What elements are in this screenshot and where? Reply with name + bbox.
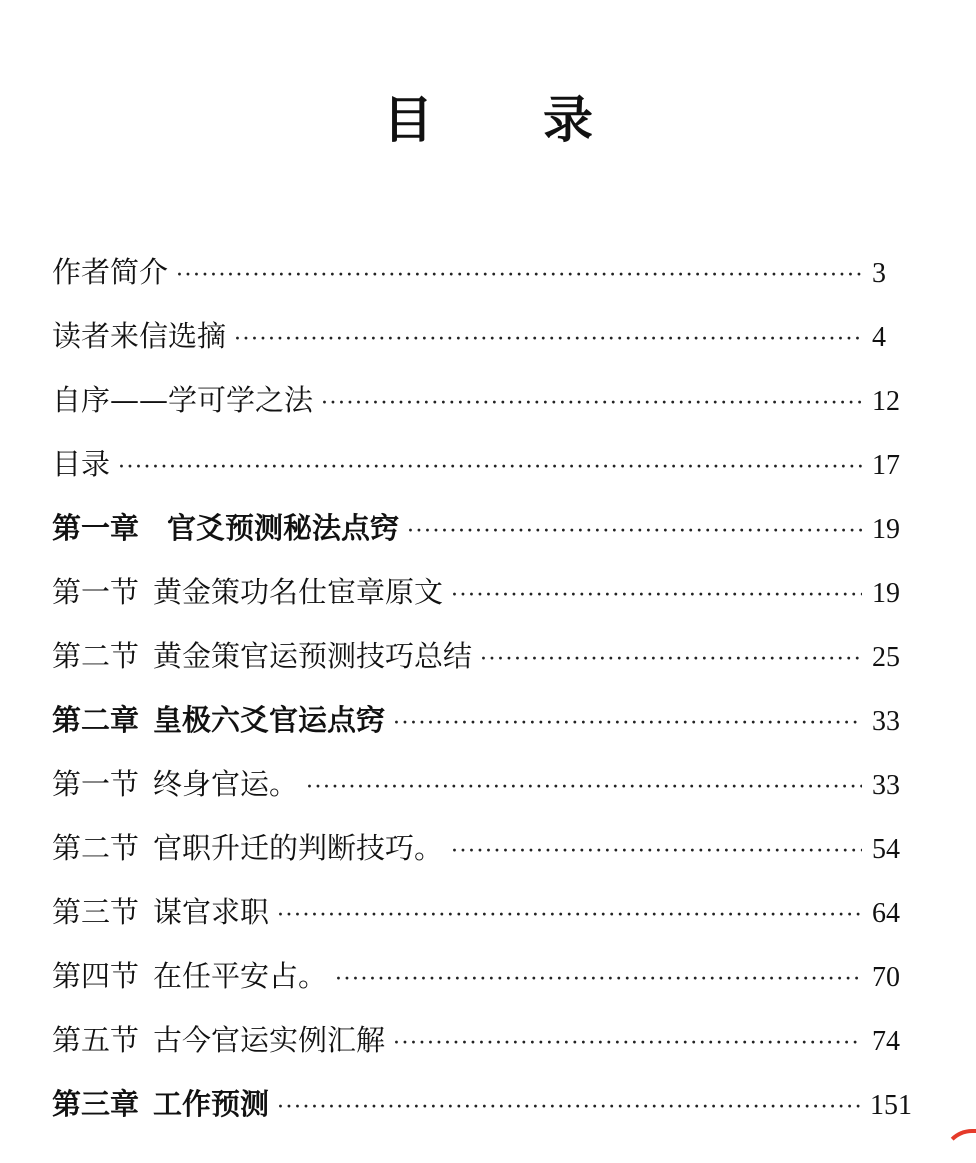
toc-page-number: 4 [872,322,886,353]
toc-entry-label [52,762,298,803]
toc-section-entry [52,762,912,826]
toc-page-number: 19 [872,578,900,609]
dot-leader [277,1095,860,1120]
toc-entry-text: 黄金策功名仕宦章原文 [153,575,444,609]
toc-entry-label [52,890,269,931]
page-title [0,80,976,152]
toc-page-number: 33 [872,706,900,737]
toc-page-number: 74 [872,1026,900,1057]
toc-page-number: 19 [872,514,900,545]
toc-page-number: 25 [872,642,900,673]
toc-page-number: 54 [872,834,900,865]
toc-page-number: 17 [872,450,900,481]
toc-section-entry [52,890,912,954]
toc-entry-prefix: 第一节 [52,575,140,609]
toc-entry-text: 官职升迁的判断技巧。 [153,831,444,865]
title-char-2: 录 [543,90,593,149]
toc-section-entry [52,570,912,634]
toc-entry [52,378,912,442]
toc-entry-text: 自序——学可学之法 [52,383,314,417]
toc-entry-label [52,1082,269,1123]
toc-entry-prefix: 第一节 [52,767,140,801]
toc-chapter-entry [52,698,912,762]
scan-corner-mark [942,1129,976,1163]
toc-entry-text: 古今官运实例汇解 [153,1023,386,1057]
toc-entry-text: 皇极六爻官运点窍 [153,703,386,737]
toc-entry-prefix: 第三章 [52,1087,140,1121]
toc-entry-text: 谋官求职 [153,895,270,929]
toc-entry-label [52,634,472,675]
toc-entry-label [52,250,168,291]
toc-entry-text: 工作预测 [153,1087,270,1121]
toc-page-number: 151 [870,1090,912,1121]
toc-entry-prefix: 第二章 [52,703,140,737]
toc-entry-label [52,506,399,547]
dot-leader [234,327,862,352]
dot-leader [393,1031,862,1056]
dot-leader [306,775,862,800]
toc-entry-label [52,1018,385,1059]
toc-page-number: 3 [872,258,886,289]
toc-entry-text: 作者简介 [52,255,169,289]
toc-entry-label [52,698,385,739]
table-of-contents [52,250,912,1146]
toc-page-number: 33 [872,770,900,801]
toc-entry-label [52,570,443,611]
toc-entry-text: 在任平安占。 [153,959,328,993]
toc-entry-label [52,442,110,483]
toc-entry [52,314,912,378]
toc-entry-text: 终身官运。 [153,767,299,801]
toc-chapter-entry [52,1082,912,1146]
dot-leader [277,903,862,928]
toc-section-entry [52,1018,912,1082]
toc-entry-text: 读者来信选摘 [52,319,227,353]
toc-entry [52,442,912,506]
toc-chapter-entry [52,506,912,570]
toc-entry-prefix: 第三节 [52,895,140,929]
toc-page-number: 12 [872,386,900,417]
dot-leader [118,455,862,480]
dot-leader [176,263,862,288]
toc-entry-text: 官爻预测秘法点窍 [167,511,400,545]
toc-entry-label [52,314,226,355]
dot-leader [321,391,862,416]
toc-page-number: 70 [872,962,900,993]
toc-entry-text: 黄金策官运预测技巧总结 [153,639,473,673]
toc-entry-label [52,378,313,419]
dot-leader [407,519,862,544]
dot-leader [335,967,862,992]
dot-leader [393,711,862,736]
toc-entry-label [52,954,327,995]
toc-entry [52,250,912,314]
toc-entry-prefix: 第五节 [52,1023,140,1057]
dot-leader [480,647,862,672]
toc-entry-prefix: 第二节 [52,639,140,673]
toc-page-number: 64 [872,898,900,929]
toc-section-entry [52,634,912,698]
toc-section-entry [52,954,912,1018]
toc-entry-prefix: 第一章 [52,511,140,545]
toc-entry-label [52,826,443,867]
dot-leader [451,583,862,608]
toc-entry-prefix: 第四节 [52,959,140,993]
toc-entry-prefix: 第二节 [52,831,140,865]
toc-entry-text: 目录 [52,447,111,481]
title-char-1: 目 [383,90,433,149]
toc-section-entry [52,826,912,890]
dot-leader [451,839,862,864]
